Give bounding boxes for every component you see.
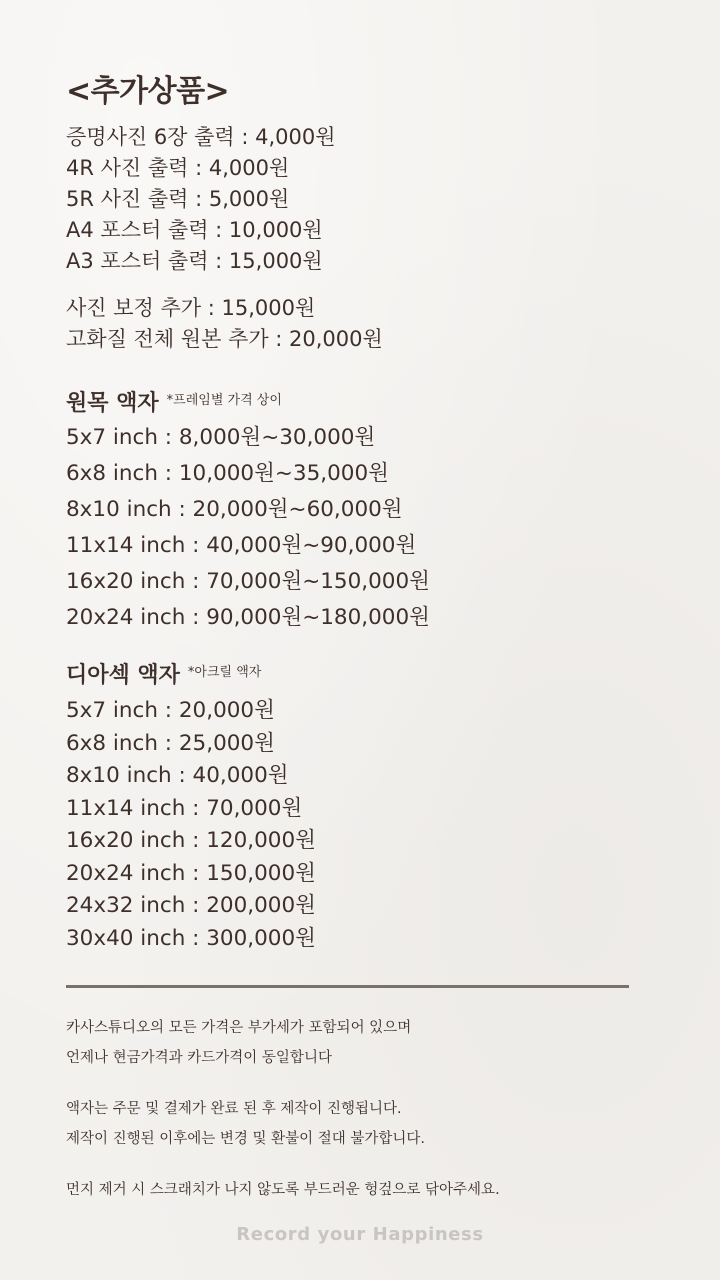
list-item: 11x14 inch : 40,000원~90,000원	[66, 533, 417, 558]
notice-line: 카사스튜디오의 모든 가격은 부가세가 포함되어 있으며	[66, 1020, 412, 1036]
list-item: 20x24 inch : 90,000원~180,000원	[66, 605, 430, 630]
list-item: 16x20 inch : 70,000원~150,000원	[66, 569, 430, 594]
list-item: 24x32 inch : 200,000원	[66, 893, 316, 918]
list-item: 증명사진 6장 출력 : 4,000원	[66, 125, 336, 149]
list-item: 사진 보정 추가 : 15,000원	[66, 296, 316, 320]
divider	[66, 985, 629, 988]
list-item: 고화질 전체 원본 추가 : 20,000원	[66, 327, 383, 351]
list-item: 16x20 inch : 120,000원	[66, 828, 316, 853]
list-item: A4 포스터 출력 : 10,000원	[66, 218, 323, 242]
wood-frame-list	[66, 420, 430, 636]
notice-line: 액자는 주문 및 결제가 완료 된 후 제작이 진행됩니다.	[66, 1101, 402, 1117]
list-item: 6x8 inch : 10,000원~35,000원	[66, 461, 389, 486]
print-list	[66, 122, 336, 277]
list-item: 20x24 inch : 150,000원	[66, 860, 316, 886]
page-title: <추가상품>	[66, 74, 230, 109]
list-item: 11x14 inch : 70,000원	[66, 795, 303, 821]
section-note: *아크릴 액자	[187, 665, 262, 680]
notice-line: 먼지 제거 시 스크래치가 나지 않도록 부드러운 헝겊으로 닦아주세요.	[66, 1182, 500, 1198]
diasec-frame-list	[66, 695, 316, 955]
extras-list	[66, 293, 383, 355]
wood-frame-heading	[66, 386, 282, 417]
list-item: 30x40 inch : 300,000원	[66, 925, 316, 951]
notice-line: 제작이 진행된 이후에는 변경 및 환불이 절대 불가합니다.	[66, 1131, 426, 1147]
list-item: 6x8 inch : 25,000원	[66, 730, 275, 756]
list-item: 4R 사진 출력 : 4,000원	[66, 156, 290, 180]
footer-tagline: Record your Happiness	[236, 1224, 484, 1245]
section-note: *프레임별 가격 상이	[166, 393, 282, 408]
list-item: 5x7 inch : 20,000원	[66, 698, 275, 723]
list-item: 8x10 inch : 40,000원	[66, 763, 289, 788]
notice-line: 언제나 현금가격과 카드가격이 동일합니다	[66, 1050, 332, 1066]
section-title: 원목 액자	[66, 391, 159, 416]
diasec-frame-heading	[66, 658, 261, 689]
section-title: 디아섹 액자	[66, 663, 180, 688]
list-item: 5R 사진 출력 : 5,000원	[66, 187, 290, 211]
list-item: 5x7 inch : 8,000원~30,000원	[66, 425, 376, 450]
list-item: A3 포스터 출력 : 15,000원	[66, 249, 323, 273]
list-item: 8x10 inch : 20,000원~60,000원	[66, 497, 403, 522]
